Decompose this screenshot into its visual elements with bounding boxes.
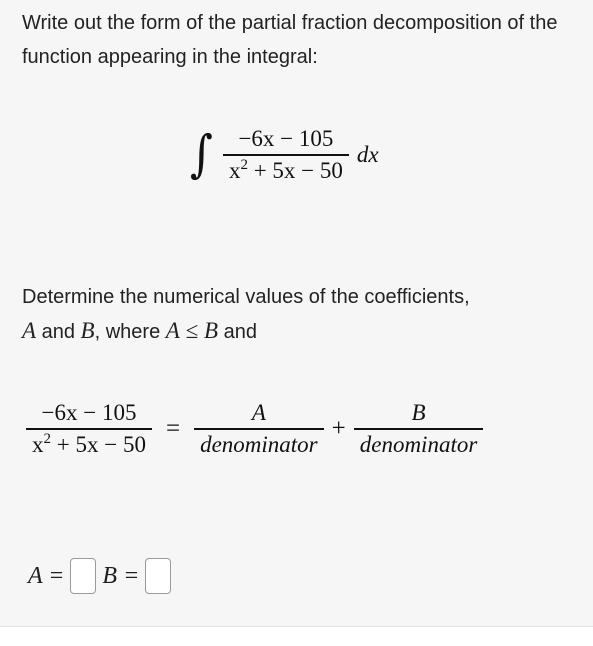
lhs-den-exp: 2	[43, 430, 51, 447]
integrand-den-exp: 2	[240, 156, 248, 173]
integrand-numerator	[232, 124, 339, 154]
differential: dx	[356, 141, 379, 167]
coeff-le-a: A	[165, 318, 180, 343]
integrand-numerator-text: −6x − 105	[238, 126, 334, 151]
integrand-denominator	[223, 156, 349, 186]
coeff-var-b: B	[80, 318, 95, 343]
integrand-den-rest: + 5x − 50	[247, 157, 343, 183]
answer-a-label: A =	[28, 562, 65, 589]
integral-expression	[190, 124, 379, 186]
integrand-den-base: x	[228, 157, 241, 183]
lhs-fraction	[26, 398, 152, 460]
plus-sign: +	[331, 414, 346, 442]
answer-a-input[interactable]	[70, 558, 96, 594]
term1-numerator: A	[251, 400, 266, 425]
term1-denominator: denominator	[200, 431, 318, 457]
answer-b-label: B =	[102, 562, 140, 589]
answer-b-input[interactable]	[145, 558, 171, 594]
lhs-numerator: −6x − 105	[41, 400, 137, 425]
integral-sign: ∫	[190, 124, 213, 184]
intro-text: Write out the form of the partial fraction decomposition of the function appearing in the integral:	[22, 12, 558, 68]
term2-numerator: B	[411, 400, 426, 425]
coeff-le-b: B	[203, 318, 219, 343]
term1-fraction	[194, 398, 324, 460]
coeff-line-start: Determine the numerical values of the coefficients,	[22, 286, 470, 308]
coeff-and: and	[36, 321, 81, 343]
coeff-end: and	[218, 321, 257, 343]
coeff-where: , where	[94, 321, 166, 343]
integrand-fraction	[223, 124, 349, 186]
lhs-den-base: x	[32, 431, 44, 457]
coeff-var-a: A	[22, 318, 37, 343]
term2-denominator: denominator	[359, 431, 478, 457]
coefficients-text	[22, 280, 582, 349]
term2-fraction	[354, 398, 484, 460]
coeff-le-sign: ≤	[179, 318, 204, 343]
lhs-den-rest: + 5x − 50	[51, 431, 146, 457]
lhs-denominator	[26, 430, 152, 460]
decomposition-equation	[26, 398, 483, 460]
answer-row	[28, 558, 177, 594]
equals-sign: =	[165, 414, 181, 442]
